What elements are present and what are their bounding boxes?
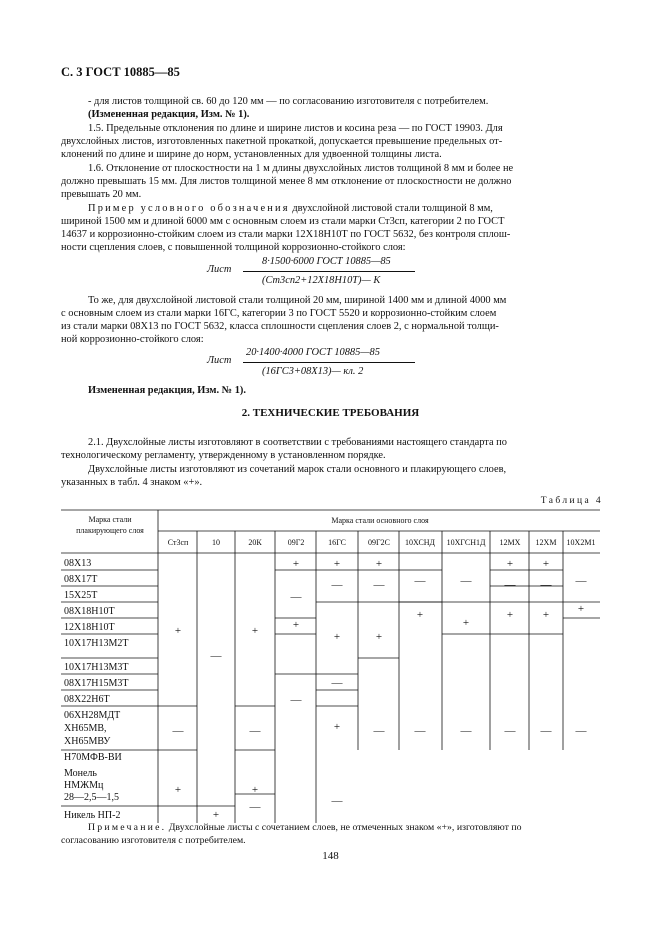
row-label: 10Х17Н13М3Т [64, 662, 129, 673]
header-cell: Марка стали [88, 515, 132, 524]
row-label: НМЖМц [64, 780, 104, 791]
cell-plus: + [174, 784, 182, 796]
cell-minus: — [172, 725, 184, 737]
cell-minus: — [290, 591, 302, 603]
table-caption: Таблица 4 [540, 496, 603, 506]
cell-minus: — [460, 725, 472, 737]
cell-plus: + [333, 721, 341, 733]
row-label: Никель НП-2 [64, 810, 121, 821]
row-label: 12Х18Н10Т [64, 622, 115, 633]
cell-plus: + [542, 609, 550, 621]
cell-minus: — [575, 575, 587, 587]
page-number: 148 [322, 850, 339, 862]
column-header: Ст3сп [167, 538, 189, 547]
row-label: 08Х18Н10Т [64, 606, 115, 617]
row-label: 15Х25Т [64, 590, 98, 601]
formula-numerator: 8·1500·6000 ГОСТ 10885—85 [262, 256, 391, 267]
formula-prefix: Лист [207, 264, 232, 275]
cell-plus: + [506, 609, 514, 621]
text-line: технологическому регламенту, утвержденному в установленном порядке. [61, 450, 386, 461]
cell-minus: — [331, 795, 343, 807]
text-line: Двухслойные листы изготовляют из сочетаний марок стали основного и плакирующего слоев, [88, 464, 507, 475]
row-label: Н70МФВ-ВИ [64, 752, 122, 763]
row-label: 28—2,5—1,5 [64, 792, 119, 803]
cell-plus: + [212, 809, 220, 821]
text-line: шириной 1500 мм и длиной 6000 мм с основным слоем из стали марки Ст3сп, категории 2 по ГОСТ [61, 216, 505, 227]
cell-minus: — [504, 725, 516, 737]
column-header: 20К [248, 538, 262, 547]
text-line: с основным слоем из стали марки 16ГС, категории 3 по ГОСТ 5520 и коррозионно-стойким слоем [61, 308, 497, 319]
cell-plus: + [375, 558, 383, 570]
revision-note: Измененная редакция, Изм. № 1). [88, 385, 246, 396]
cell-minus: — [331, 677, 343, 689]
cell-plus: + [251, 784, 259, 796]
cell-minus: — [373, 725, 385, 737]
text-line: превышать 20 мм. [61, 189, 142, 200]
text-line: двухслойных листов, изготовленных пакетной прокаткой, допускается превышение предельных от- [61, 136, 503, 147]
column-header: 16ГС [328, 538, 346, 547]
text-line: 2.1. Двухслойные листы изготовляют в соответствии с требованиями настоящего стандарта по [88, 437, 507, 448]
cell-plus: + [333, 631, 341, 643]
text-line: ной коррозионно-стойкого слоя: [61, 334, 204, 345]
note-label: Примечание. [88, 822, 167, 833]
cell-plus: + [333, 558, 341, 570]
row-label: 10Х17Н13М2Т [64, 638, 129, 649]
row-label: 08Х17Т [64, 574, 98, 585]
cell-plus: + [416, 609, 424, 621]
cell-minus: — [249, 725, 261, 737]
cell-plus: + [375, 631, 383, 643]
column-header: 09Г2 [287, 538, 305, 547]
column-header: 10Х2М1 [566, 538, 596, 547]
row-label: 08Х17Н15М3Т [64, 678, 129, 689]
text-line: То же, для двухслойной листовой стали толщиной 20 мм, шириной 1400 мм и длиной 4000 мм [88, 295, 507, 306]
example-text: двухслойной листовой стали толщиной 8 мм, [289, 203, 493, 214]
cell-plus: + [542, 558, 550, 570]
cell-plus: + [577, 603, 585, 615]
cell-plus: + [251, 625, 259, 637]
section-title: 2. ТЕХНИЧЕСКИЕ ТРЕБОВАНИЯ [241, 407, 420, 419]
cell-plus: + [506, 558, 514, 570]
revision-note: (Измененная редакция, Изм. № 1). [88, 109, 250, 120]
text-line: из стали марки 08Х13 по ГОСТ 5632, класса сплошности сцепления слоев 2, с нормальной толщи- [61, 321, 499, 332]
text-line: - для листов толщиной св. 60 до 120 мм — по согласованию изготовителя с потребителем. [88, 96, 489, 107]
cell-minus: — [540, 725, 552, 737]
text-line: 1.5. Предельные отклонения по длине и ширине листов и косина реза — по ГОСТ 19903. Для [88, 123, 503, 134]
row-label: 08Х13 [64, 558, 92, 569]
text-line: должно превышать 15 мм. Для листов толщиной менее 8 мм отклонение от плоскостности не должно [61, 176, 512, 187]
cell-minus: — [249, 801, 261, 813]
cell-plus: + [174, 625, 182, 637]
column-header: 12МХ [499, 538, 521, 547]
column-header: 09Г2С [368, 538, 390, 547]
column-header: 10ХСНД [404, 538, 436, 547]
header-cell: Марка стали основного слоя [331, 516, 429, 525]
cell-minus: — [575, 725, 587, 737]
cell-minus: — [290, 694, 302, 706]
header-cell: плакирующего слоя [76, 526, 144, 535]
row-label: ХН65МВ, [64, 723, 107, 734]
text-line: клонений по длине и ширине до норм, установленных для удвоенной толщины листа. [61, 149, 442, 160]
text-line: ности сцепления слоев, с повышенной толщиной коррозионно-стойкого слоя: [61, 242, 406, 253]
formula-denominator: (Ст3сп2+12Х18Н10Т)— К [262, 275, 381, 286]
cell-minus: — [373, 579, 385, 591]
formula-prefix: Лист [207, 355, 232, 366]
cell-minus: — [414, 575, 426, 587]
row-label: ХН65МВУ [64, 736, 111, 747]
cell-minus: — [210, 650, 222, 662]
note-text: Двухслойные листы с сочетанием слоев, не отмеченных знаком «+», изготовляют по [166, 822, 522, 833]
cell-minus: — [460, 575, 472, 587]
example-label: Пример условного обозначения [88, 203, 290, 214]
row-label: Монель [64, 768, 97, 779]
cell-minus: — [540, 579, 552, 591]
cell-minus: — [414, 725, 426, 737]
row-label: 06ХН28МДТ [64, 710, 121, 721]
row-label: 08Х22Н6Т [64, 694, 110, 705]
cell-plus: + [292, 558, 300, 570]
table-note: согласованию изготовителя с потребителем. [61, 835, 246, 846]
text-line: 1.6. Отклонение от плоскостности на 1 м длины двухслойных листов толщиной 8 мм и более не [88, 163, 514, 174]
cell-minus: — [331, 579, 343, 591]
cell-minus: — [504, 579, 516, 591]
cell-plus: + [292, 619, 300, 631]
column-header: 10 [212, 538, 220, 547]
page-header: С. 3 ГОСТ 10885—85 [61, 65, 180, 79]
column-header: 12ХМ [535, 538, 557, 547]
formula-denominator: (16ГС3+08Х13)— кл. 2 [262, 366, 364, 377]
column-header: 10ХГСН1Д [446, 538, 486, 547]
text-line: указанных в табл. 4 знаком «+». [61, 477, 203, 488]
formula-numerator: 20·1400·4000 ГОСТ 10885—85 [246, 347, 380, 358]
cell-plus: + [462, 617, 470, 629]
table-note [88, 821, 522, 834]
text-line: 14637 и коррозионно-стойким слоем из стали марки 12Х18Н10Т по ГОСТ 5632, без контроля сплош- [61, 229, 511, 240]
